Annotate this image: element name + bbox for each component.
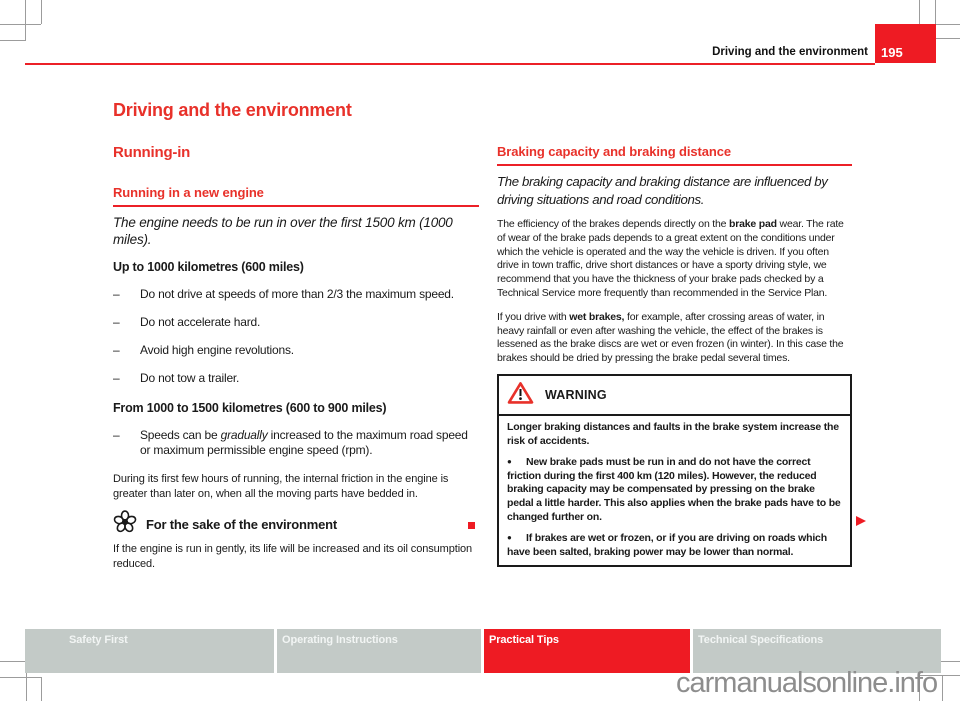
watermark-text: carmanualsonline.info — [676, 667, 938, 699]
footer-tab-label: Practical Tips — [489, 634, 559, 646]
environment-note-body: If the engine is run in gently, its life will be increased and its oil consumption reduced. — [113, 543, 473, 570]
crop-mark — [935, 38, 960, 39]
warning-bullet-item: ● New brake pads must be run in and do not have the correct friction during the first 400 km (120 miles). However, the reduced braking capacity may be compensated by pressing on the brake pedal a little harder. This also applies when the brake pads have to be changed further on. — [507, 456, 841, 523]
crop-mark — [919, 0, 920, 24]
warning-box — [497, 374, 852, 567]
crop-mark — [0, 24, 41, 25]
warning-content — [499, 416, 850, 565]
list-item-text: Avoid high engine revolutions. — [140, 343, 294, 357]
dash-marker: – — [113, 428, 120, 442]
crop-mark — [25, 0, 26, 40]
body-paragraph: The efficiency of the brakes depends directly on the brake pad wear. The rate of wear of the brake pads depends to a great extent on the conditions under which the vehicle is operated and the way the vehicle is driven. If you often drive in town traffic, drive short distances or have a sporty driving style, we recommend that you have the thickness of your brake pads checked by a Technical Service more frequently than recommended in the Service Plan. — [497, 218, 844, 299]
crop-mark — [0, 40, 26, 41]
dash-marker: – — [113, 343, 120, 357]
chapter-title: Driving and the environment — [113, 100, 352, 120]
list-item — [113, 287, 479, 302]
dash-marker: – — [113, 287, 120, 301]
body-paragraph: If you drive with wet brakes, for example, after crossing areas of water, in heavy rainfall or even after washing the vehicle, the effect of the brakes is lessened as the brake discs are wet or even frozen (in winter). In this case the brakes should be dried by pressing the brake pedal several times. — [497, 310, 844, 365]
note-paragraph: During its first few hours of running, the internal friction in the engine is greater than later on, when all the moving parts have bedded in. — [113, 473, 449, 500]
footer-tab-label: Operating Instructions — [282, 634, 398, 646]
section-end-marker — [468, 522, 475, 529]
left-column — [113, 100, 479, 571]
block-heading-up-to-1000: Up to 1000 kilometres (600 miles) — [113, 260, 304, 274]
footer-tab-operating-instructions — [277, 629, 481, 673]
warning-header — [499, 376, 850, 416]
footer-tab-practical-tips — [484, 629, 690, 673]
right-column — [497, 144, 852, 567]
subsection-title-new-engine: Running in a new engine — [113, 185, 479, 207]
page-number: 195 — [881, 45, 903, 60]
lead-paragraph: The engine needs to be run in over the first 1500 km (1000 miles). — [113, 215, 453, 247]
crop-mark — [0, 661, 26, 662]
flower-icon — [113, 510, 137, 539]
list-item — [113, 343, 479, 358]
environment-note-title: For the sake of the environment — [146, 517, 338, 532]
list-item-text: Do not drive at speeds of more than 2/3 the maximum speed. — [140, 287, 454, 301]
page-number-box — [875, 24, 936, 63]
running-header-title: Driving and the environment — [712, 46, 868, 58]
list-item — [113, 428, 479, 458]
list-item-text: Do not accelerate hard. — [140, 315, 261, 329]
warning-bullet-item: ● If brakes are wet or frozen, or if you are driving on roads which have been salted, braking power may be lower than normal. — [507, 532, 827, 558]
list-item — [113, 371, 479, 386]
warning-intro: Longer braking distances and faults in the brake system increase the risk of accidents. — [507, 420, 839, 447]
dash-marker: – — [113, 315, 120, 329]
lead-paragraph-braking: The braking capacity and braking distance are influenced by driving situations and road conditions. — [497, 174, 828, 207]
warning-title: WARNING — [545, 388, 607, 403]
crop-mark — [41, 677, 42, 701]
header-rule — [25, 63, 875, 65]
subsection-title-braking: Braking capacity and braking distance — [497, 144, 852, 166]
footer-tab-label: Safety First — [69, 634, 128, 646]
bullet-marker: ● — [507, 533, 512, 543]
crop-mark — [0, 677, 41, 678]
bullet-marker: ● — [507, 457, 512, 467]
footer-tab-safety-first — [25, 629, 274, 673]
continue-arrow-icon — [856, 516, 866, 526]
warning-triangle-icon — [507, 381, 534, 410]
block-heading-1000-to-1500: From 1000 to 1500 kilometres (600 to 900 miles) — [113, 401, 387, 415]
list-item-text: Do not tow a trailer. — [140, 371, 240, 385]
list-item-text: Speeds can be gradually increased to the maximum road speed or maximum permissible engine speed (rpm). — [140, 428, 468, 457]
crop-mark — [942, 675, 943, 701]
list-item — [113, 315, 479, 330]
dash-marker: – — [113, 371, 120, 385]
footer-tab-label: Technical Specifications — [698, 634, 824, 646]
section-title-running-in: Running-in — [113, 144, 191, 161]
crop-mark — [41, 0, 42, 24]
environment-note-heading — [113, 510, 479, 539]
